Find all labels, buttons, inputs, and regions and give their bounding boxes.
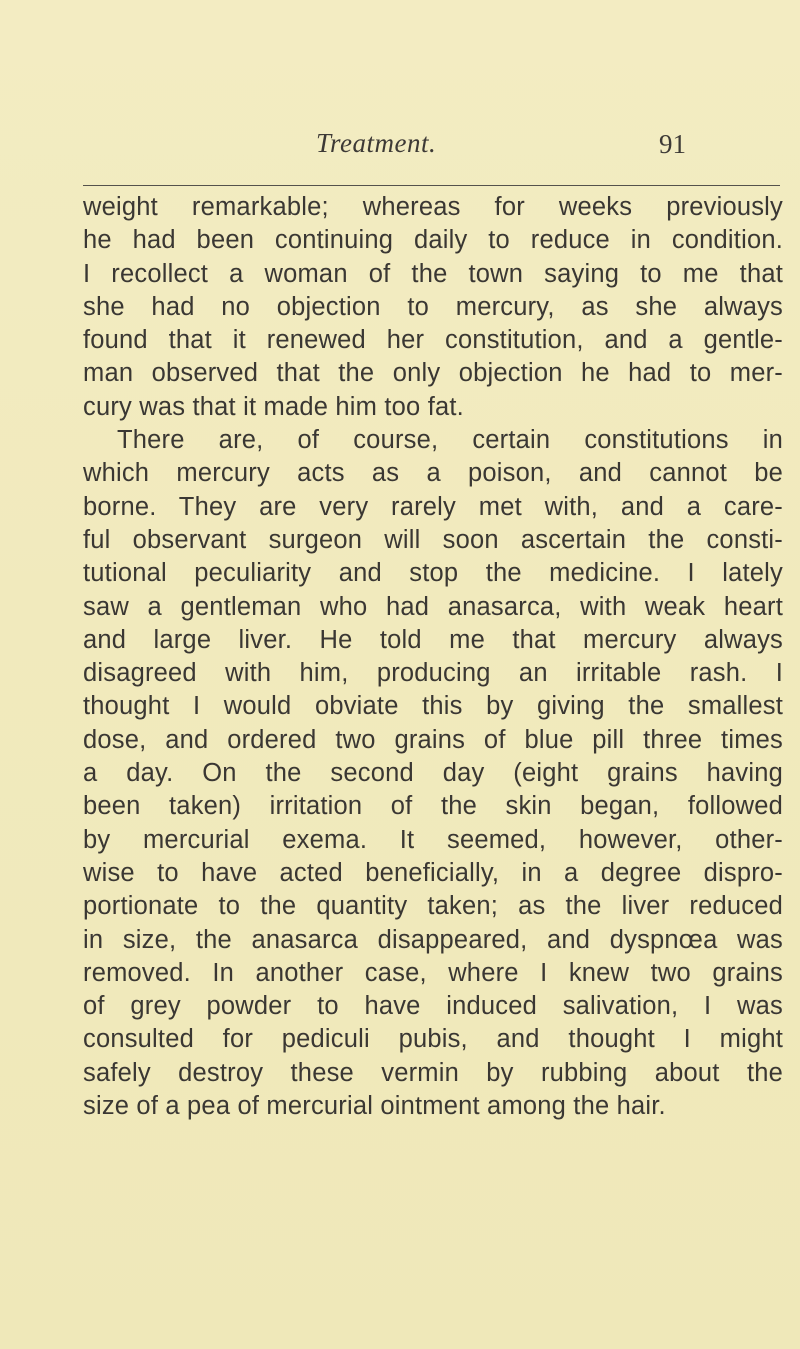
- text-line: wise to have acted beneficially, in a degree dispro-: [83, 858, 783, 887]
- text-line: There are, of course, certain constitutions in: [117, 426, 783, 455]
- text-line: of grey powder to have induced salivation, I was: [83, 992, 783, 1021]
- running-head-title: Treatment.: [316, 128, 437, 158]
- text-line: been taken) irritation of the skin began, followed: [83, 792, 783, 821]
- text-line: he had been continuing daily to reduce in condition.: [83, 226, 783, 255]
- text-line: I recollect a woman of the town saying to me that: [83, 259, 783, 288]
- header-rule: [83, 185, 780, 186]
- text-line: she had no objection to mercury, as she always: [83, 292, 783, 321]
- text-line: disagreed with him, producing an irritable rash. I: [83, 659, 783, 688]
- text-line: and large liver. He told me that mercury always: [83, 625, 783, 654]
- text-line: ful observant surgeon will soon ascertain the consti-: [83, 525, 783, 554]
- text-line: removed. In another case, where I knew two grains: [83, 958, 783, 987]
- text-line: by mercurial exema. It seemed, however, other-: [83, 825, 783, 854]
- text-line: cury was that it made him too fat.: [83, 392, 464, 421]
- text-line: which mercury acts as a poison, and cannot be: [83, 459, 783, 488]
- running-head: [80, 128, 780, 168]
- text-line: in size, the anasarca disappeared, and dyspnœa was: [83, 925, 783, 954]
- text-line: weight remarkable; whereas for weeks previously: [83, 193, 783, 221]
- page-number: 91: [659, 129, 686, 159]
- text-line: dose, and ordered two grains of blue pill three times: [83, 725, 783, 754]
- text-line: tutional peculiarity and stop the medicine. I lately: [83, 559, 783, 588]
- text-line: a day. On the second day (eight grains having: [83, 759, 783, 788]
- text-line: borne. They are very rarely met with, and a care-: [83, 492, 783, 521]
- body-paragraphs: [83, 191, 783, 1123]
- text-line: thought I would obviate this by giving the smallest: [83, 692, 783, 721]
- text-line: safely destroy these vermin by rubbing about the: [83, 1058, 783, 1087]
- text-line: consulted for pediculi pubis, and thought I might: [83, 1025, 783, 1054]
- text-line: saw a gentleman who had anasarca, with weak heart: [83, 592, 783, 621]
- text-line: size of a pea of mercurial ointment among the hair.: [83, 1092, 666, 1121]
- text-line: man observed that the only objection he had to mer-: [83, 359, 783, 388]
- text-line: portionate to the quantity taken; as the liver reduced: [83, 892, 783, 921]
- text-line: found that it renewed her constitution, and a gentle-: [83, 326, 783, 355]
